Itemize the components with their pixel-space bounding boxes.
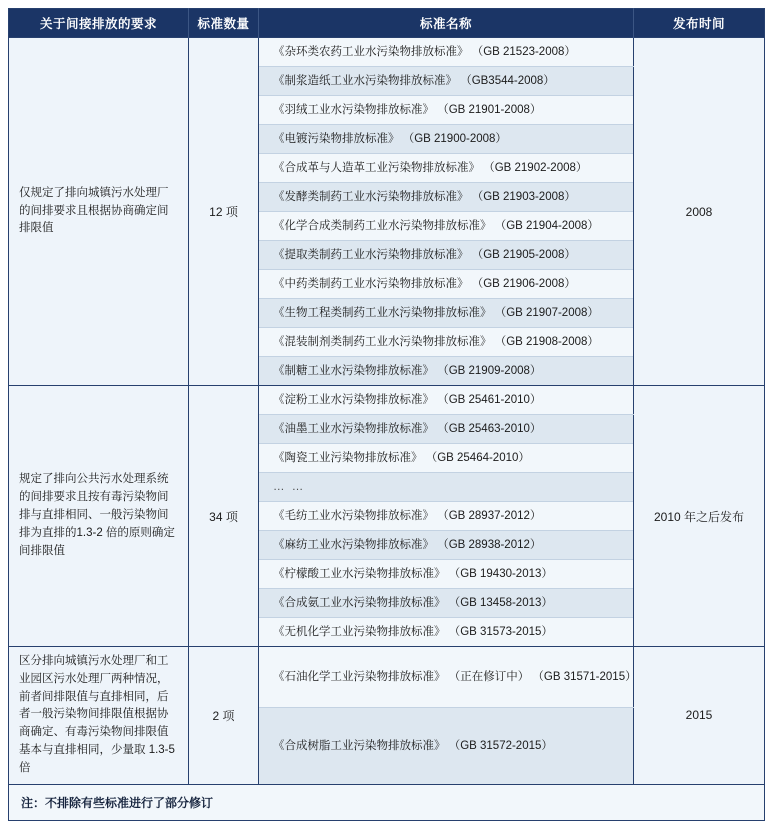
standard-name-cell: 《提取类制药工业水污染物排放标准》 （GB 21905-2008） — [259, 241, 634, 270]
note-row — [9, 784, 765, 820]
standard-name-cell: 《电镀污染物排放标准》 （GB 21900-2008） — [259, 125, 634, 154]
standard-count-cell: 34 项 — [189, 386, 259, 647]
requirement-cell: 区分排向城镇污水处理厂和工业园区污水处理厂两种情况，前者间排限值与直排相同，后者一般污染物间排限值根据协商确定、有毒污染物间排限值基本与直排相同，少量取 1.3-5 倍 — [9, 647, 189, 785]
standard-count-cell: 2 项 — [189, 647, 259, 785]
standards-table — [8, 8, 765, 821]
standard-name-cell: 《麻纺工业水污染物排放标准》 （GB 28938-2012） — [259, 531, 634, 560]
release-time-cell: 2008 — [634, 38, 765, 386]
standard-name-cell: 《石油化学工业污染物排放标准》 （正在修订中） （GB 31571-2015） — [259, 647, 634, 708]
standard-name-cell: 《无机化学工业污染物排放标准》 （GB 31573-2015） — [259, 618, 634, 647]
table-body — [9, 38, 765, 821]
standard-name-cell: … … — [259, 473, 634, 502]
standard-name-cell: 《生物工程类制药工业水污染物排放标准》 （GB 21907-2008） — [259, 299, 634, 328]
requirement-cell: 仅规定了排向城镇污水处理厂的间排要求且根据协商确定间排限值 — [9, 38, 189, 386]
standard-name-cell: 《合成革与人造革工业污染物排放标准》 （GB 21902-2008） — [259, 154, 634, 183]
table-row — [9, 647, 765, 708]
standard-name-cell: 《油墨工业水污染物排放标准》 （GB 25463-2010） — [259, 415, 634, 444]
standard-name-cell: 《合成氨工业水污染物排放标准》 （GB 13458-2013） — [259, 589, 634, 618]
table-row — [9, 38, 765, 67]
standard-name-cell: 《中药类制药工业水污染物排放标准》 （GB 21906-2008） — [259, 270, 634, 299]
standard-name-cell: 《制浆造纸工业水污染物排放标准》 （GB3544-2008） — [259, 67, 634, 96]
standard-name-cell: 《羽绒工业水污染物排放标准》 （GB 21901-2008） — [259, 96, 634, 125]
release-time-cell: 2010 年之后发布 — [634, 386, 765, 647]
column-header-requirement: 关于间接排放的要求 — [9, 9, 189, 38]
standard-name-cell: 《杂环类农药工业水污染物排放标准》 （GB 21523-2008） — [259, 38, 634, 67]
standard-name-cell: 《淀粉工业水污染物排放标准》 （GB 25461-2010） — [259, 386, 634, 415]
standard-count-cell: 12 项 — [189, 38, 259, 386]
standard-name-cell: 《化学合成类制药工业水污染物排放标准》 （GB 21904-2008） — [259, 212, 634, 241]
header-row — [9, 9, 765, 38]
release-time-cell: 2015 — [634, 647, 765, 785]
standard-name-cell: 《陶瓷工业污染物排放标准》 （GB 25464-2010） — [259, 444, 634, 473]
column-header-time: 发布时间 — [634, 9, 765, 38]
standard-name-cell: 《毛纺工业水污染物排放标准》 （GB 28937-2012） — [259, 502, 634, 531]
standard-name-cell: 《混装制剂类制药工业水污染物排放标准》 （GB 21908-2008） — [259, 328, 634, 357]
standard-name-cell: 《发酵类制药工业水污染物排放标准》 （GB 21903-2008） — [259, 183, 634, 212]
standard-name-cell: 《柠檬酸工业水污染物排放标准》 （GB 19430-2013） — [259, 560, 634, 589]
table-header — [9, 9, 765, 38]
standard-name-cell: 《合成树脂工业污染物排放标准》 （GB 31572-2015） — [259, 707, 634, 784]
standard-name-cell: 《制糖工业水污染物排放标准》 （GB 21909-2008） — [259, 357, 634, 386]
table-row — [9, 386, 765, 415]
column-header-count: 标准数量 — [189, 9, 259, 38]
column-header-name: 标准名称 — [259, 9, 634, 38]
table-note: 注：不排除有些标准进行了部分修订 — [9, 784, 765, 820]
requirement-cell: 规定了排向公共污水处理系统的间排要求且按有毒污染物间排与直排相同、一般污染物间排为直排的1.3-2 倍的原则确定间排限值 — [9, 386, 189, 647]
